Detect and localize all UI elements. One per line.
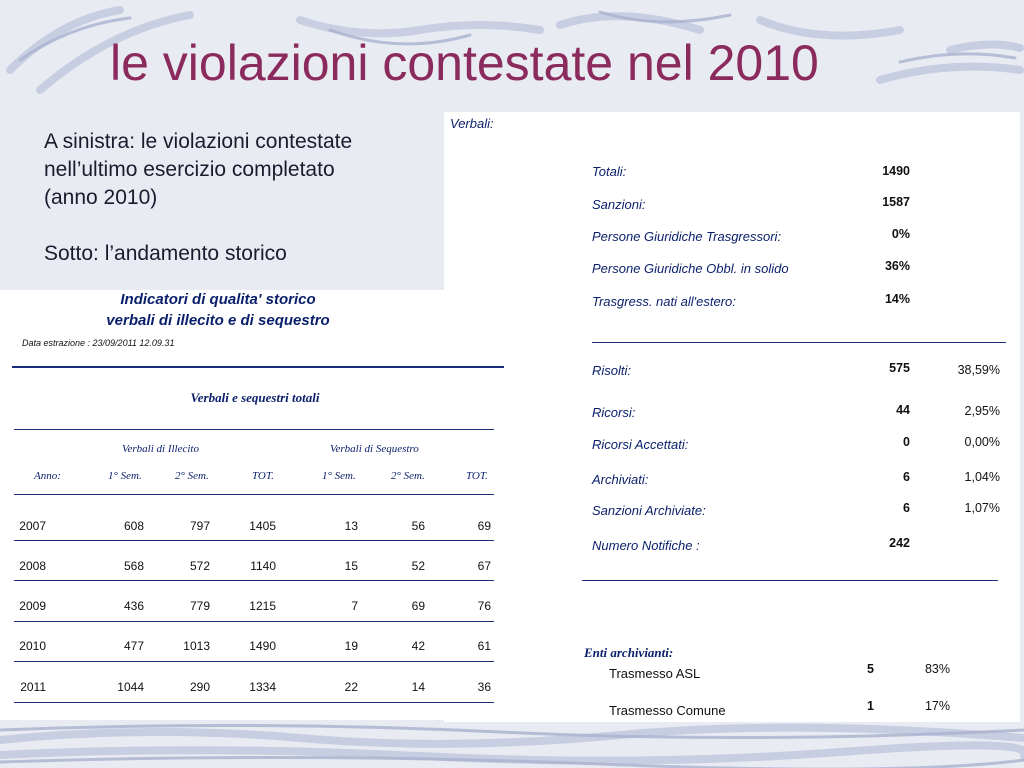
column-header: 2° Sem. (175, 470, 209, 482)
table-cell: 61 (477, 639, 491, 653)
stat-value-totali: 1490 (882, 164, 910, 178)
stat-label-sanzioni: Sanzioni: (592, 197, 646, 212)
row-divider (14, 661, 494, 662)
row-divider (14, 580, 494, 581)
stat-value-sanzioni: 1587 (882, 195, 910, 209)
divider (592, 342, 1006, 343)
table-cell: 477 (123, 639, 144, 653)
stat-label-nati-estero: Trasgress. nati all'estero: (592, 294, 736, 309)
stat-value-archiviati: 6 (903, 470, 910, 484)
divider (14, 494, 494, 495)
divider (14, 429, 494, 430)
enti-heading: Enti archivianti: (584, 645, 674, 660)
table-cell: 56 (411, 519, 425, 533)
table-cell: 52 (411, 559, 425, 573)
table-cell: 15 (344, 559, 358, 573)
description-line: (anno 2010) (44, 186, 158, 209)
table-cell-year: 2008 (19, 559, 46, 573)
table-cell: 608 (123, 519, 144, 533)
table-cell: 1405 (249, 519, 276, 533)
enti-value-comune: 1 (867, 699, 874, 713)
group-header-sequestro: Verbali di Sequestro (330, 443, 419, 455)
table-cell: 1140 (250, 559, 276, 573)
stat-label-archiviati: Archiviati: (592, 472, 649, 487)
table-cell-year: 2007 (19, 519, 46, 533)
table-cell: 436 (123, 599, 144, 613)
column-header: 1° Sem. (108, 470, 142, 482)
stat-label-sanzioni-archiviate: Sanzioni Archiviate: (592, 503, 706, 518)
table-cell: 1490 (249, 639, 276, 653)
stat-label-pg-trasgressori: Persone Giuridiche Trasgressori: (592, 229, 782, 244)
storico-title-line1: Indicatori di qualita' storico (120, 291, 316, 308)
stat-value-notifiche: 242 (889, 536, 910, 550)
table-cell: 76 (477, 599, 491, 613)
stat-pct-ricorsi: 2,95% (964, 404, 1000, 418)
stat-value-pg-trasgressori: 0% (891, 227, 910, 241)
storico-title-line2: verbali di illecito e di sequestro (106, 312, 330, 329)
stat-value-pg-obbligati: 36% (884, 259, 910, 273)
table-cell: 572 (189, 559, 210, 573)
stat-pct-risolti: 38,59% (957, 363, 1000, 377)
table-cell: 14 (411, 680, 425, 694)
table-cell: 1013 (183, 639, 210, 653)
verbali-panel (444, 112, 1020, 722)
table-cell: 67 (477, 559, 491, 573)
table-cell: 69 (477, 519, 491, 533)
enti-pct-comune: 17% (924, 699, 950, 713)
table-cell-year: 2011 (20, 680, 46, 694)
description-line: Sotto: l’andamento storico (44, 242, 287, 265)
enti-label-asl: Trasmesso ASL (609, 666, 701, 681)
description-line: nell’ultimo esercizio completato (44, 158, 335, 181)
table-cell: 7 (351, 599, 358, 613)
column-header: TOT. (466, 470, 488, 482)
column-header: 1° Sem. (322, 470, 356, 482)
slide-description (44, 128, 434, 268)
table-cell: 19 (344, 639, 358, 653)
stat-pct-archiviati: 1,04% (964, 470, 1000, 484)
stat-label-pg-obbligati: Persone Giuridiche Obbl. in solido (592, 261, 789, 276)
divider (12, 366, 504, 368)
enti-value-asl: 5 (867, 662, 874, 676)
table-cell-year: 2010 (19, 639, 46, 653)
table-cell: 1215 (249, 599, 276, 613)
row-divider (14, 702, 494, 703)
stat-value-nati-estero: 14% (884, 292, 910, 306)
table-cell: 797 (189, 519, 210, 533)
table-cell: 42 (411, 639, 425, 653)
table-cell: 36 (477, 680, 491, 694)
storico-subtitle: Verbali e sequestri totali (190, 390, 320, 405)
column-header: Anno: (34, 470, 61, 482)
divider (582, 580, 998, 581)
stat-value-ricorsi: 44 (896, 403, 910, 417)
description-line: A sinistra: le violazioni contestate (44, 130, 353, 153)
table-cell: 13 (344, 519, 358, 533)
data-estrazione-note: Data estrazione : 23/09/2011 12.09.31 (22, 338, 175, 348)
storico-panel (0, 290, 510, 720)
enti-label-comune: Trasmesso Comune (609, 703, 726, 718)
stat-value-risolti: 575 (889, 361, 910, 375)
row-divider (14, 621, 494, 622)
table-cell: 1334 (249, 680, 276, 694)
stat-label-ricorsi-accettati: Ricorsi Accettati: (592, 437, 689, 452)
table-cell: 1044 (117, 680, 144, 694)
table-cell-year: 2009 (19, 599, 46, 613)
stat-pct-ricorsi-accettati: 0,00% (964, 435, 1000, 449)
enti-pct-asl: 83% (924, 662, 950, 676)
stat-label-risolti: Risolti: (592, 363, 632, 378)
stat-value-sanzioni-archiviate: 6 (903, 501, 910, 515)
group-header-illecito: Verbali di Illecito (122, 443, 199, 455)
stat-label-notifiche: Numero Notifiche : (592, 538, 700, 553)
column-header: 2° Sem. (391, 470, 425, 482)
stat-pct-sanzioni-archiviate: 1,07% (964, 501, 1000, 515)
stat-value-ricorsi-accettati: 0 (903, 435, 910, 449)
table-cell: 22 (344, 680, 358, 694)
column-header: TOT. (252, 470, 274, 482)
table-cell: 568 (123, 559, 144, 573)
table-cell: 779 (189, 599, 210, 613)
stat-label-ricorsi: Ricorsi: (592, 405, 636, 420)
verbali-heading: Verbali: (450, 116, 494, 131)
slide-title: le violazioni contestate nel 2010 (110, 35, 819, 91)
table-cell: 69 (411, 599, 425, 613)
table-cell: 290 (189, 680, 210, 694)
row-divider (14, 540, 494, 541)
stat-label-totali: Totali: (592, 164, 627, 179)
